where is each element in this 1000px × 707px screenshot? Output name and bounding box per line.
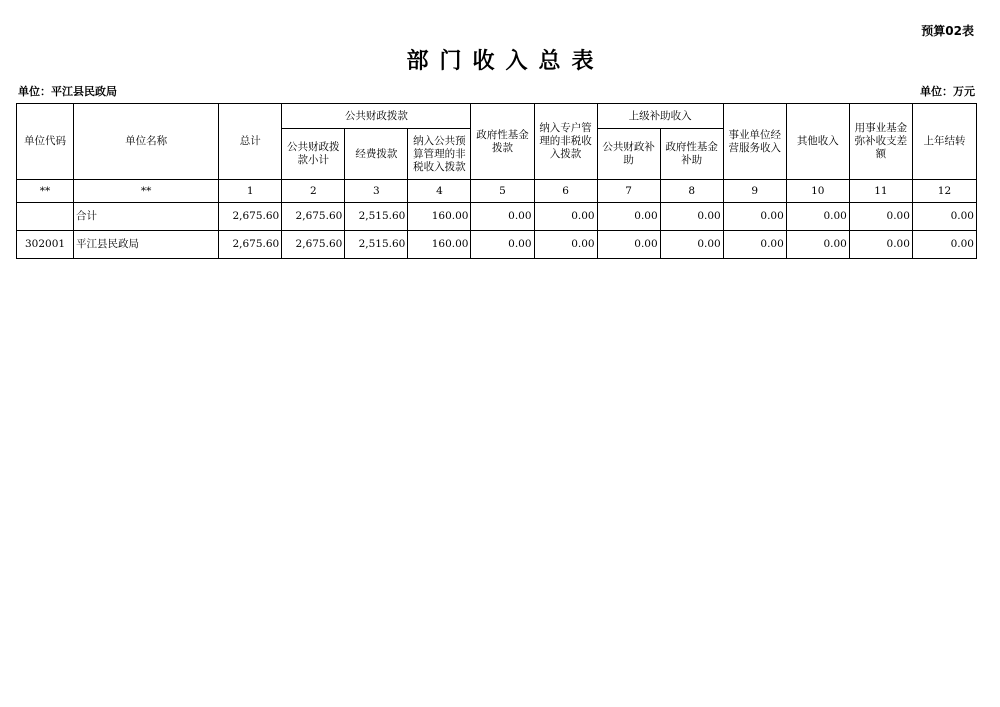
header-prior-year-carryover: 上年结转 bbox=[912, 104, 976, 180]
index-cell: 1 bbox=[219, 180, 282, 203]
index-cell: 11 bbox=[849, 180, 912, 203]
cell-unit-name: 合计 bbox=[74, 203, 219, 231]
header-public-finance-subtotal: 公共财政拨款小计 bbox=[282, 129, 345, 180]
cell-value: 0.00 bbox=[660, 203, 723, 231]
cell-value: 2,675.60 bbox=[219, 231, 282, 259]
index-cell: 3 bbox=[345, 180, 408, 203]
unit-currency-label: 单位：万元 bbox=[920, 85, 975, 98]
cell-value: 2,515.60 bbox=[345, 231, 408, 259]
header-non-tax-budget: 纳入公共预算管理的非税收入拨款 bbox=[408, 129, 471, 180]
cell-value: 2,675.60 bbox=[282, 231, 345, 259]
cell-value: 0.00 bbox=[597, 231, 660, 259]
header-gov-fund: 政府性基金拨款 bbox=[471, 104, 534, 180]
index-cell: 12 bbox=[912, 180, 976, 203]
header-operating-allocation: 经费拨款 bbox=[345, 129, 408, 180]
cell-value: 0.00 bbox=[912, 231, 976, 259]
header-special-account-non-tax: 纳入专户管理的非税收入拨款 bbox=[534, 104, 597, 180]
cell-value: 2,515.60 bbox=[345, 203, 408, 231]
index-cell: 5 bbox=[471, 180, 534, 203]
form-code: 预算02表 bbox=[921, 24, 974, 38]
cell-value: 0.00 bbox=[660, 231, 723, 259]
index-cell: 4 bbox=[408, 180, 471, 203]
cell-value: 0.00 bbox=[534, 231, 597, 259]
unit-org-label: 单位：平江县民政局 bbox=[18, 85, 117, 98]
index-cell: 6 bbox=[534, 180, 597, 203]
cell-value: 0.00 bbox=[723, 231, 786, 259]
cell-value: 160.00 bbox=[408, 231, 471, 259]
revenue-summary-table bbox=[16, 103, 977, 259]
cell-value: 0.00 bbox=[786, 231, 849, 259]
cell-value: 0.00 bbox=[723, 203, 786, 231]
header-business-fund-offset: 用事业基金弥补收支差额 bbox=[849, 104, 912, 180]
cell-value: 0.00 bbox=[849, 203, 912, 231]
header-public-finance: 公共财政拨款 bbox=[282, 104, 471, 129]
header-superior-subsidy: 上级补助收入 bbox=[597, 104, 723, 129]
cell-value: 2,675.60 bbox=[219, 203, 282, 231]
index-cell: 10 bbox=[786, 180, 849, 203]
header-total: 总计 bbox=[219, 104, 282, 180]
header-business-service-income: 事业单位经营服务收入 bbox=[723, 104, 786, 180]
index-cell: 2 bbox=[282, 180, 345, 203]
index-cell: ** bbox=[17, 180, 74, 203]
index-cell: 8 bbox=[660, 180, 723, 203]
header-unit-code: 单位代码 bbox=[17, 104, 74, 180]
header-other-income: 其他收入 bbox=[786, 104, 849, 180]
cell-value: 160.00 bbox=[408, 203, 471, 231]
cell-unit-code bbox=[17, 203, 74, 231]
cell-value: 0.00 bbox=[849, 231, 912, 259]
cell-value: 0.00 bbox=[912, 203, 976, 231]
header-unit-name: 单位名称 bbox=[74, 104, 219, 180]
cell-value: 0.00 bbox=[534, 203, 597, 231]
index-cell: 9 bbox=[723, 180, 786, 203]
cell-value: 0.00 bbox=[786, 203, 849, 231]
index-cell: 7 bbox=[597, 180, 660, 203]
header-superior-gov-fund: 政府性基金补助 bbox=[660, 129, 723, 180]
cell-value: 0.00 bbox=[471, 231, 534, 259]
table-row bbox=[17, 231, 977, 259]
cell-unit-code: 302001 bbox=[17, 231, 74, 259]
page-title: 部门收入总表 bbox=[406, 49, 605, 74]
index-cell: ** bbox=[74, 180, 219, 203]
cell-unit-name: 平江县民政局 bbox=[74, 231, 219, 259]
cell-value: 0.00 bbox=[471, 203, 534, 231]
table-row-total bbox=[17, 203, 977, 231]
cell-value: 2,675.60 bbox=[282, 203, 345, 231]
cell-value: 0.00 bbox=[597, 203, 660, 231]
header-superior-public-finance: 公共财政补助 bbox=[597, 129, 660, 180]
